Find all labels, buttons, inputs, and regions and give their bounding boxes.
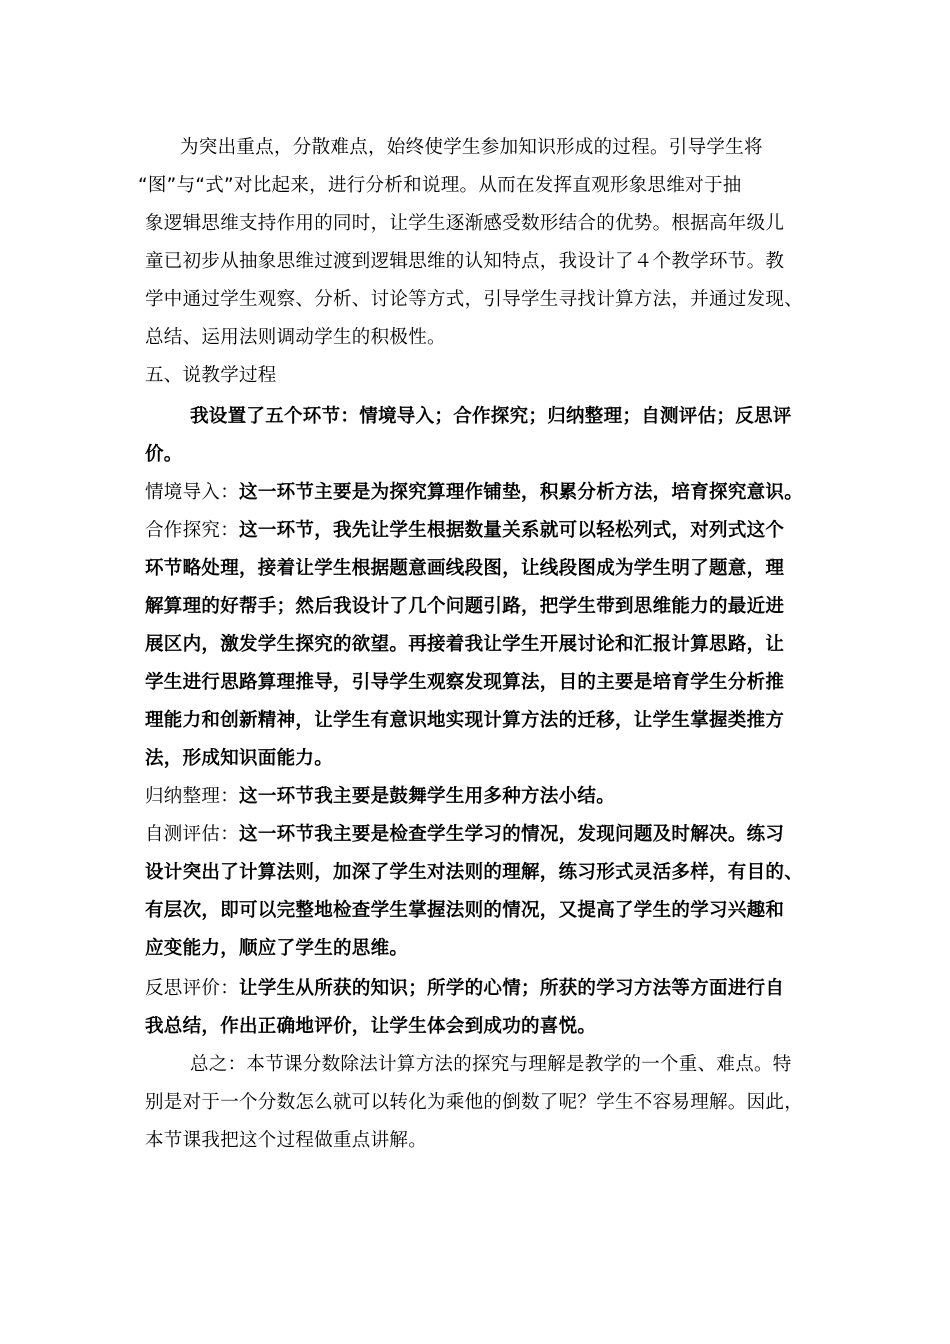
stage-text: 这一环节我主要是鼓舞学生用多种方法小结。 (239, 786, 616, 807)
stage-text: 有层次，即可以完整地检查学生掌握法则的情况，又提高了学生的学习兴趣和 (145, 900, 785, 921)
stage-label: 自测评估： (145, 824, 240, 845)
stage-text: 理能力和创新精神，让学生有意识地实现计算方法的迁移，让学生掌握类推方 (145, 710, 785, 731)
stage-text: 法，形成知识面能力。 (145, 748, 334, 769)
stage-text: 这一环节我主要是检查学生学习的情况，发现问题及时解决。练习 (239, 824, 785, 845)
stage-text: 解算理的好帮手；然后我设计了几个问题引路，把学生带到思维能力的最近进 (145, 596, 785, 617)
conclusion-line: 别是对于一个分数怎么就可以转化为乘他的倒数了呢？学生不容易理解。因此， (145, 1092, 804, 1113)
stage-paragraph (145, 970, 825, 1008)
conclusion-line: 总之：本节课分数除法计算方法的探究与理解是教学的一个重、难点。特 (190, 1054, 792, 1075)
stage-text: 应变能力，顺应了学生的思维。 (145, 938, 409, 959)
section-heading: 五、说教学过程 (145, 365, 277, 386)
intro-line: 为突出重点，分散难点，始终使学生参加知识形成的过程。引导学生将 (180, 137, 763, 158)
stage-text: 我总结，作出正确地评价，让学生体会到成功的喜悦。 (145, 1016, 597, 1037)
summary-line: 价。 (145, 444, 183, 465)
stage-text: 让学生从所获的知识；所学的心情；所获的学习方法等方面进行自 (239, 978, 785, 999)
intro-line: 总结、运用法则调动学生的积极性。 (145, 327, 446, 348)
stage-text: 展区内，激发学生探究的欲望。再接着我让学生开展讨论和汇报计算思路，让 (145, 634, 785, 655)
intro-line: “图”与“式”对比起来，进行分析和说理。从而在发挥直观形象思维对于抽 (138, 175, 742, 196)
intro-line: 象逻辑思维支持作用的同时，让学生逐渐感受数形结合的优势。根据高年级儿 (145, 213, 785, 234)
stage-paragraph (145, 474, 825, 512)
stage-paragraph (145, 512, 825, 550)
intro-line: 学中通过学生观察、分析、讨论等方式，引导学生寻找计算方法，并通过发现、 (145, 289, 804, 310)
stage-paragraph (145, 816, 825, 854)
stage-text: 设计突出了计算法则，加深了学生对法则的理解，练习形式灵活多样，有目的、 (145, 862, 804, 883)
stage-text: 这一环节主要是为探究算理作铺垫，积累分析方法，培育探究意识。 (239, 482, 804, 503)
conclusion-line: 本节课我把这个过程做重点讲解。 (145, 1130, 428, 1151)
summary-line: 我设置了五个环节：情境导入；合作探究；归纳整理；自测评估；反思评 (190, 406, 792, 427)
stage-paragraph (145, 778, 825, 816)
stage-label: 合作探究： (145, 520, 240, 541)
stage-text: 环节略处理，接着让学生根据题意画线段图，让线段图成为学生明了题意，理 (145, 558, 785, 579)
intro-line: 童已初步从抽象思维过渡到逻辑思维的认知特点，我设计了４个教学环节。教 (145, 251, 785, 272)
stage-label: 反思评价： (145, 978, 240, 999)
stage-text: 学生进行思路算理推导，引导学生观察发现算法，目的主要是培育学生分析推 (145, 672, 785, 693)
stage-label: 情境导入： (145, 482, 240, 503)
stage-label: 归纳整理： (145, 786, 240, 807)
stage-text: 这一环节，我先让学生根据数量关系就可以轻松列式，对列式这个 (239, 520, 785, 541)
